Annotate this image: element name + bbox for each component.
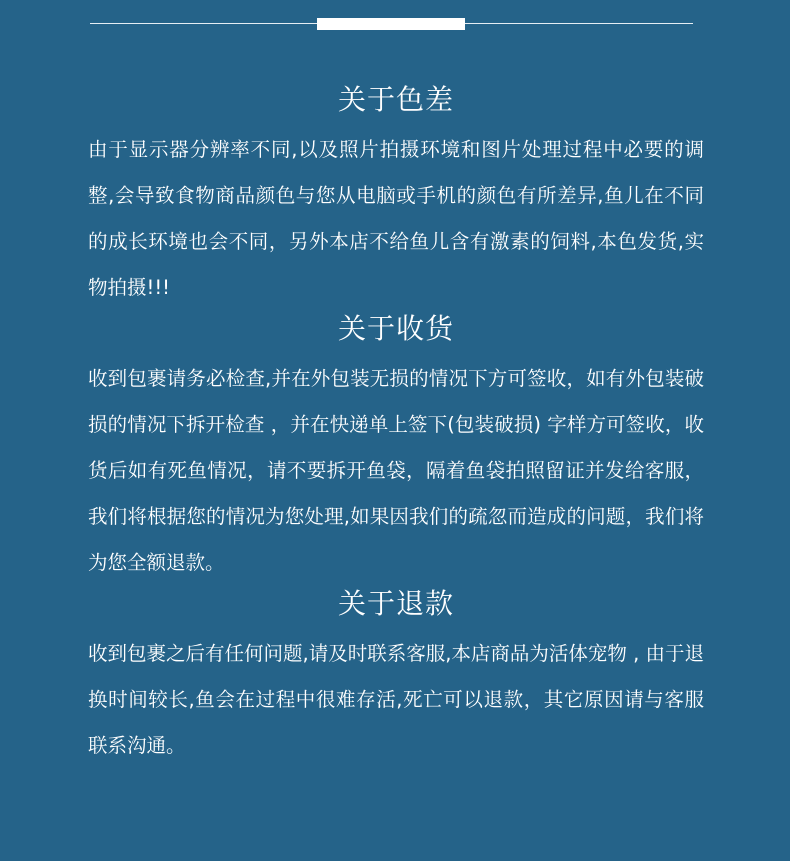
section-body: 收到包裹请务必检查,并在外包装无损的情况下方可签收，如有外包装破损的情况下拆开检查 ，并在快递单上签下(包装破损) 字样方可签收，收货后如有死鱼情况，请不要拆开鱼袋，隔着鱼袋拍照留证并发给客服，我们将根据您的情况为您处理,如果因我们的疏忽而造成的问题，我们将为您全额退款。 xyxy=(88,367,704,574)
section-receiving-goods xyxy=(88,309,704,586)
section-title: 关于收货 xyxy=(337,312,454,345)
section-color-difference xyxy=(88,80,704,311)
divider-accent-bar xyxy=(317,18,465,30)
section-title: 关于色差 xyxy=(337,83,454,116)
section-title: 关于退款 xyxy=(337,587,454,620)
section-body: 由于显示器分辨率不同,以及照片拍摄环境和图片处理过程中必要的调整,会导致食物商品颜色与您从电脑或手机的颜色有所差异,鱼儿在不同的成长环境也会不同，另外本店不给鱼儿含有激素的饲料,本色发货,实物拍摄!!! xyxy=(88,138,704,299)
section-body: 收到包裹之后有任何问题,请及时联系客服,本店商品为活体宠物 , 由于退换时间较长,鱼会在过程中很难存活,死亡可以退款，其它原因请与客服联系沟通。 xyxy=(88,642,704,757)
top-divider xyxy=(90,18,693,30)
section-refund xyxy=(88,584,704,769)
